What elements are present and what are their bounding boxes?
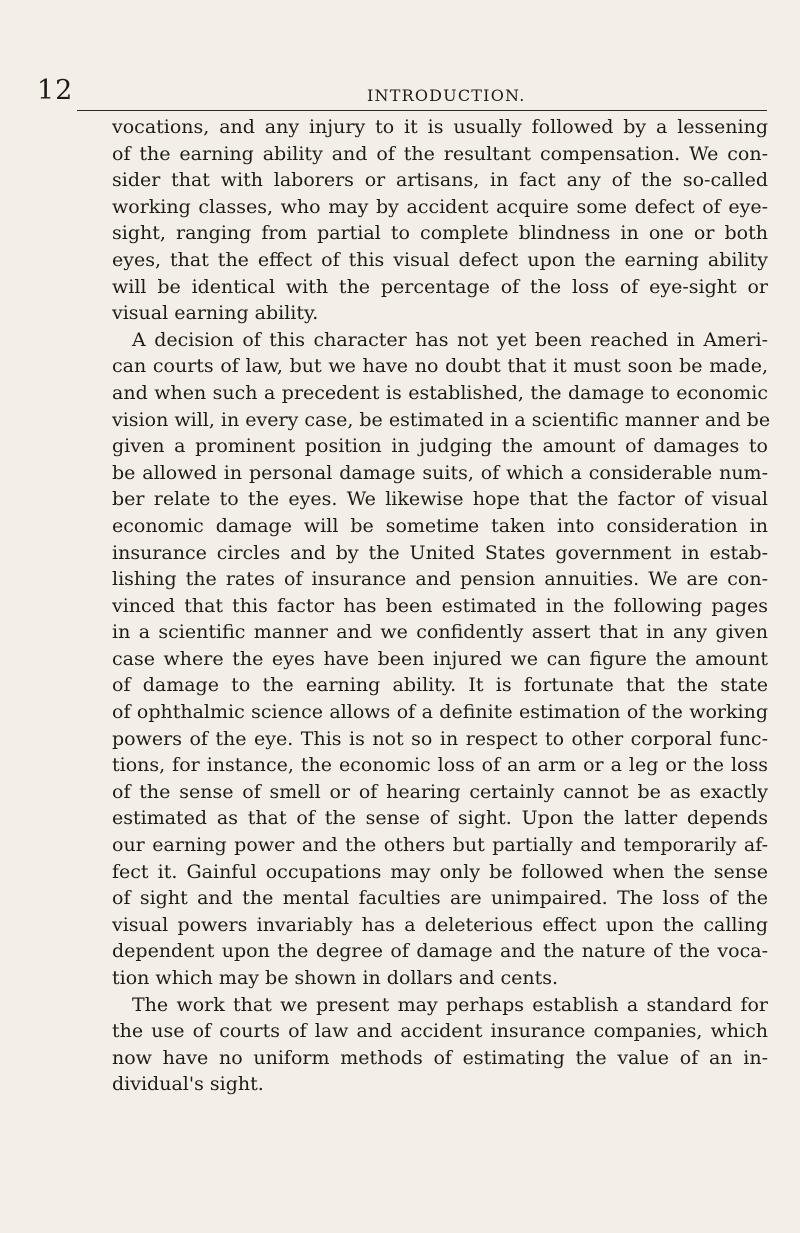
text-line: lishing the rates of insurance and pension annuities. We are con- [112,568,768,591]
text-line: in a scientific manner and we confidently assert that in any given [112,621,768,644]
text-line: sight, ranging from partial to complete blindness in one or both [112,222,768,245]
header-rule [77,110,767,111]
text-line: be allowed in personal damage suits, of which a considerable num- [112,461,768,484]
text-line: now have no uniform methods of estimating the value of an in- [112,1046,768,1069]
text-line: of damage to the earning ability. It is fortunate that the state [112,674,768,697]
text-line: dependent upon the degree of damage and the nature of the voca- [112,940,768,963]
text-line: powers of the eye. This is not so in respect to other corporal func- [112,727,768,750]
text-line: economic damage will be sometime taken into consideration in [112,514,768,537]
text-line: estimated as that of the sense of sight. Upon the latter depends [112,807,768,830]
page-number: 12 [37,75,74,106]
text-line: our earning power and the others but partially and temporarily af- [112,834,768,857]
text-line: ber relate to the eyes. We likewise hope that the factor of visual [112,488,768,511]
body-text [112,114,771,1098]
running-head: INTRODUCTION. [367,86,526,105]
text-line: tion which may be shown in dollars and cents. [112,967,559,989]
text-line: will be identical with the percentage of the loss of eye-sight or [112,275,768,298]
text-line: can courts of law, but we have no doubt that it must soon be made, [112,355,768,378]
text-line: of the sense of smell or of hearing certainly cannot be as exactly [112,780,768,803]
paragraph-2 [112,327,771,992]
text-line: of sight and the mental faculties are unimpaired. The loss of the [112,887,768,910]
text-line: and when such a precedent is established, the damage to economic [112,381,768,404]
text-line: given a prominent position in judging the amount of damages to [112,435,768,458]
text-line: eyes, that the effect of this visual defect upon the earning ability [112,248,768,271]
text-line: vocations, and any injury to it is usually followed by a lessening [112,116,768,138]
text-line: vinced that this factor has been estimated in the following pages [112,594,768,617]
text-line: visual powers invariably has a deleterious effect upon the calling [112,913,768,936]
text-line: of the earning ability and of the resultant compensation. We con- [112,142,768,165]
text-line: insurance circles and by the United States government in estab- [112,541,768,564]
text-line: visual earning ability. [112,302,319,325]
paragraph-3 [112,992,768,1098]
text-line: vision will, in every case, be estimated in a scientific manner and be [112,408,771,431]
text-line: fect it. Gainful occupations may only be followed when the sense [112,860,768,883]
text-line: the use of courts of law and accident insurance companies, which [112,1020,768,1043]
text-line: A decision of this character has not yet been reached in Ameri- [132,328,768,351]
text-line: tions, for instance, the economic loss of an arm or a leg or the loss [112,754,768,777]
text-line: case where the eyes have been injured we can figure the amount [112,647,768,670]
paragraph-1 [112,114,768,327]
text-line: of ophthalmic science allows of a definite estimation of the working [112,701,768,724]
text-line: working classes, who may by accident acquire some defect of eye- [112,195,768,218]
text-line: The work that we present may perhaps establish a standard for [132,993,768,1016]
text-line: sider that with laborers or artisans, in fact any of the so-called [112,169,768,192]
text-line: dividual's sight. [112,1073,264,1096]
